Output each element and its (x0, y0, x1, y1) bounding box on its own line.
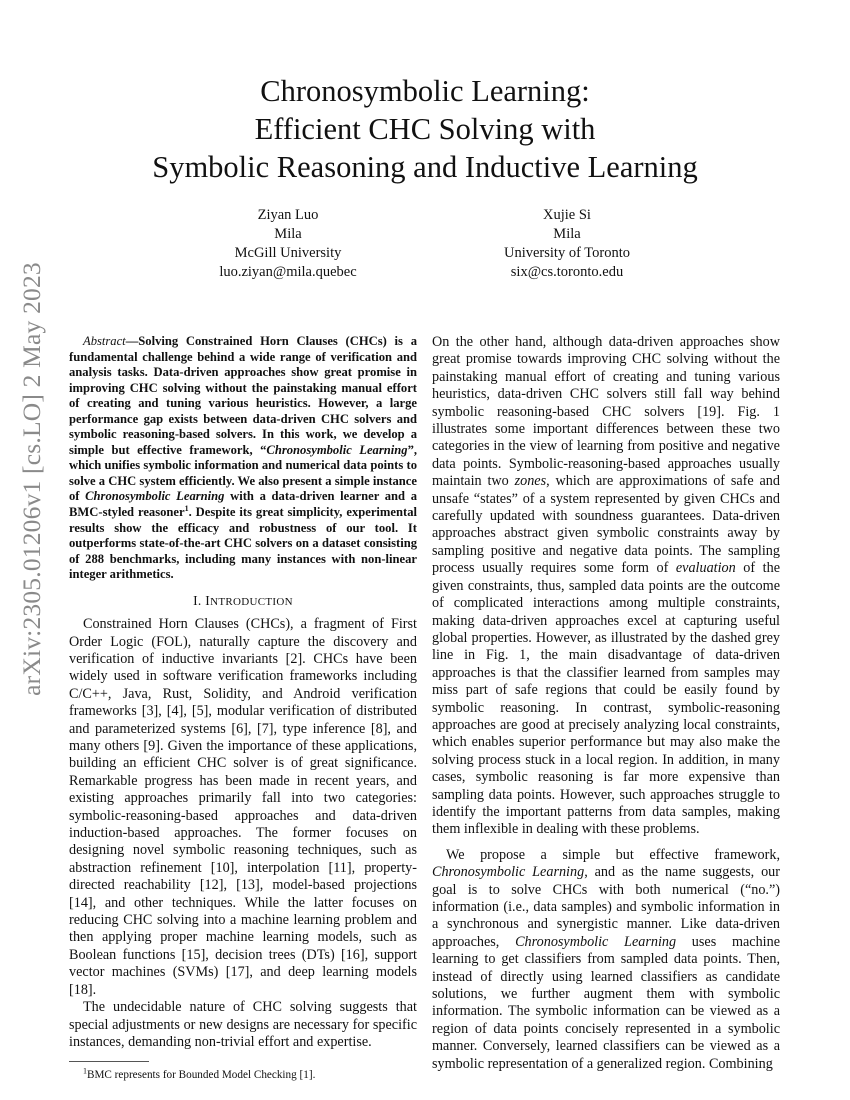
section-number: I. (193, 592, 206, 608)
footnote (69, 1068, 417, 1082)
footnote-divider (69, 1061, 149, 1062)
author-name: Xujie Si (543, 207, 591, 223)
emphasis-text: Chronosymbolic Learning (515, 933, 677, 950)
author-affiliation: Mila (274, 226, 302, 242)
body-paragraph (432, 334, 780, 839)
author-email: luo.ziyan@mila.quebec (219, 264, 357, 280)
abstract-label: Abstract (83, 334, 126, 348)
paragraph-text: uses machine learning to get classifiers from sampled data points. Then, instead of directly using learned classifiers as candidate solutions, we further augment them with symbolic information. The symbolic information can be viewed as a region of data points concisely represented in a symbolic manner. Conversely, learned classifiers can be viewed as a symbolic representation of a generalized region. Combining (432, 933, 781, 1072)
paragraph-text: On the other hand, although data-driven approaches show great promise towards improving CHC solving without the painstaking manual effort of creating and tuning various heuristics, data-driven CHC solvers still fall way behind symbolic reasoning-based CHC solvers [19]. Fig. 1 illustrates some important differences between these two categories in the view of learning from positive and negative data points. Symbolic-reasoning-based approaches usually maintain two (432, 334, 780, 490)
abstract-text: —Solving Constrained Horn Clauses (CHCs) is a fundamental challenge behind a wide range of verification and analysis tasks. Data-driven approaches show great promise in improving CHC solving without the painstaking manual effort of creating and tuning various heuristics. However, a large performance gap exists between data-driven CHC solvers and symbolic reasoning-based solvers. In this work, we develop a simple but effective framework, “ (69, 334, 417, 457)
emphasis-text: Chronosymbolic Learning (432, 864, 585, 881)
author-affiliation: McGill University (234, 245, 342, 261)
paragraph-text: , and as the name suggests, our goal is to solve CHCs with both numerical (“no.”) information (i.e., data samples) and symbolic information in a synchronous and synergistic manner. Like data-driven approaches, (432, 864, 780, 950)
emphasis-text: evaluation (675, 560, 736, 577)
abstract (69, 334, 417, 583)
body-paragraph (432, 847, 780, 1073)
footnote-number: 1 (83, 1066, 87, 1076)
footnote-marker: 1 (184, 503, 189, 513)
section-initial: I (205, 592, 211, 608)
body-paragraph: The undecidable nature of CHC solving suggests that special adjustments or new designs are necessary for specific instances, demanding non-trivial effort and expertise. (69, 999, 417, 1050)
author-block-1 (158, 206, 418, 282)
author-email: six@cs.toronto.edu (510, 264, 624, 280)
author-affiliation: Mila (553, 226, 581, 242)
left-column (69, 334, 417, 1082)
abstract-text: ”, which unifies symbolic information and numerical data points to solve a CHC system efficiently. We also present a simple instance of (69, 442, 418, 504)
author-name: Ziyan Luo (257, 207, 319, 223)
paragraph-text: of the given constraints, thus, sampled data points are the outcome of complicated interactions among multiple constraints, making data-driven approaches excel at capturing useful global properties. However, as illustrated by the dashed grey line in Fig. 1, the main disadvantage of data-driven approaches is that the classifier learned from samples may miss part of safe regions that could be easily found by symbolic reasoning. In contrast, symbolic-reasoning approaches are good at precisely analyzing local constraints, which enables superior performance but may also make the solving process stuck in a local region. In addition, in many cases, symbolic reasoning is far more expensive than sampling data points. However, such approaches struggle to identify the important patterns from data samples, making them inflexible in dealing with these problems. (432, 560, 780, 838)
title-line-1: Chronosymbolic Learning: (260, 74, 590, 108)
title-line-2: Efficient CHC Solving with (254, 112, 596, 146)
title-line-3: Symbolic Reasoning and Inductive Learning (152, 150, 698, 184)
abstract-emphasis: Chronosymbolic Learning (85, 489, 225, 504)
paragraph-text: , which are approximations of safe and unsafe “states” of a system represented by given CHCs and carefully updated with soundness guarantees. Data-driven approaches abstract given symbolic constraints away by sampling positive and negative data points. The sampling process usually requires some form of (432, 473, 780, 577)
author-affiliation: University of Toronto (504, 245, 630, 261)
arxiv-identifier-text: arXiv:2305.01206v1 [cs.LO] 2 May 2023 (17, 262, 47, 696)
footnote-text: BMC represents for Bounded Model Checking [1]. (87, 1069, 316, 1082)
arxiv-identifier-stamp (10, 262, 54, 696)
abstract-text: with a data-driven learner and a BMC-styled reasoner (69, 489, 417, 520)
abstract-text: . Despite its great simplicity, experimental results show the efficacy and robustness of our tool. It outperforms state-of-the-art CHC solvers on a dataset consisting of 288 benchmarks, including many instances with non-linear integer arithmetics. (69, 505, 417, 582)
paragraph-text: We propose a simple but effective framework, (446, 846, 780, 863)
section-heading-introduction (69, 592, 417, 611)
abstract-emphasis: Chronosymbolic Learning (266, 442, 408, 457)
body-paragraph: Constrained Horn Clauses (CHCs), a fragment of First Order Logic (FOL), naturally capture the discovery and verification of inductive invariants [2]. CHCs have been widely used in software verification frameworks including C/C++, Java, Rust, Solidity, and Android verification frameworks [3], [4], [5], modular verification of distributed and parameterized systems [6], [7], type inference [8], and many others [9]. Given the importance of these applications, building an efficient CHC solver is of great significance. Remarkable progress has been made in recent years, and existing approaches primarily fall into two categories: symbolic-reasoning-based approaches and data-driven induction-based approaches. The former focuses on designing novel symbolic reasoning techniques, such as abstraction refinement [10], interpolation [11], property-directed reachability [12], [13], model-based projections [14], and other techniques. While the latter focuses on reducing CHC solving into a machine learning problem and then applying proper machine learning models, such as Boolean functions [15], decision trees (DTs) [16], support vector machines (SVMs) [17], and deep learning models [18]. (69, 616, 417, 998)
section-title-rest: NTRODUCTION (210, 595, 293, 608)
right-column (432, 334, 780, 1073)
emphasis-text: zones (514, 473, 547, 490)
paper-title (0, 72, 850, 186)
author-block-2 (437, 206, 697, 282)
